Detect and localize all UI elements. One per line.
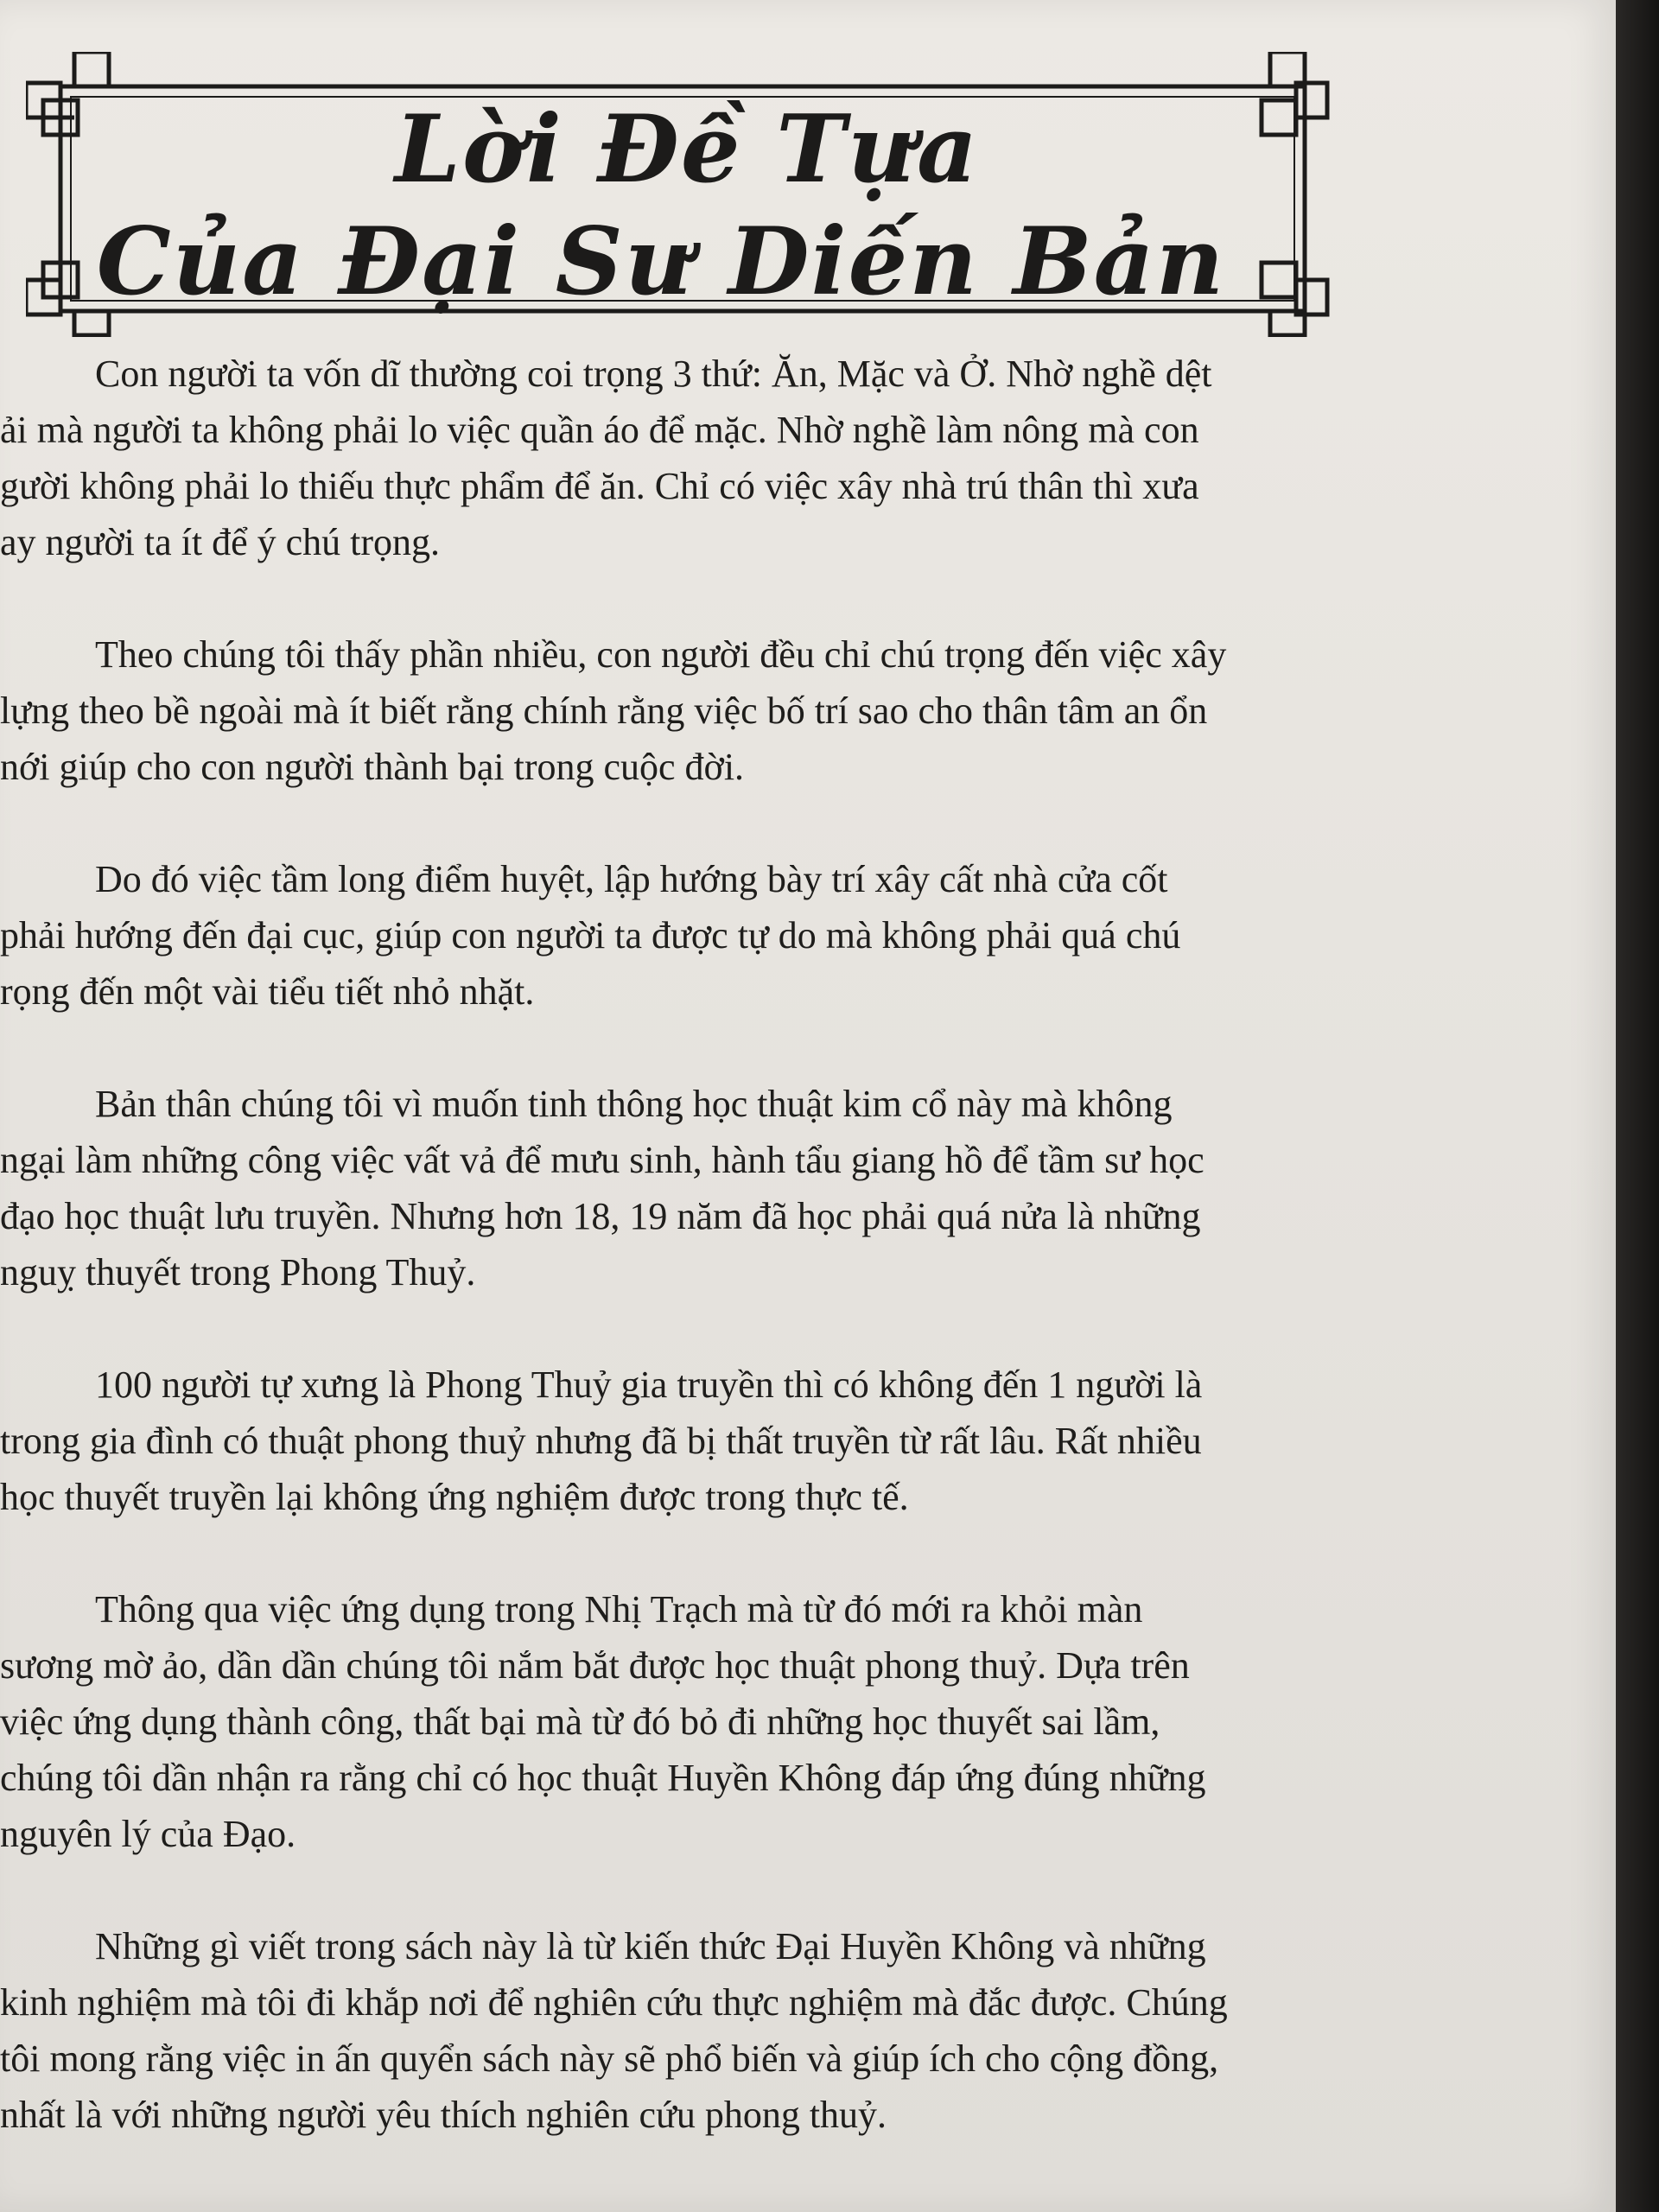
text-line: nhất là với những người yêu thích nghiên cứu phong thuỷ. (0, 2094, 887, 2136)
text-line: ay người ta ít để ý chú trọng. (0, 521, 441, 563)
text-line: Bản thân chúng tôi vì muốn tinh thông học thuật kim cổ này mà không (95, 1083, 1173, 1125)
text-line: sương mờ ảo, dần dần chúng tôi nắm bắt được học thuật phong thuỷ. Dựa trên (0, 1644, 1190, 1687)
paragraph-4 (0, 1076, 1417, 1300)
text-line: Những gì viết trong sách này là từ kiến thức Đại Huyền Không và những (95, 1925, 1206, 1967)
text-line: lựng theo bề ngoài mà ít biết rằng chính rằng việc bố trí sao cho thân tâm an ổn (0, 690, 1208, 732)
body-text (0, 346, 1417, 2199)
text-line: 100 người tự xưng là Phong Thuỷ gia truyền thì có không đến 1 người là (95, 1363, 1203, 1406)
text-line: ải mà người ta không phải lo việc quần áo để mặc. Nhờ nghề làm nông mà con (0, 409, 1199, 451)
text-line: gười không phải lo thiếu thực phẩm để ăn. Chỉ có việc xây nhà trú thân thì xưa (0, 465, 1199, 507)
text-line: rọng đến một vài tiểu tiết nhỏ nhặt. (0, 970, 535, 1013)
paragraph-1 (0, 346, 1417, 570)
paragraph-7 (0, 1918, 1417, 2143)
text-line: trong gia đình có thuật phong thuỷ nhưng đã bị thất truyền từ rất lâu. Rất nhiều (0, 1420, 1202, 1462)
text-line: Theo chúng tôi thấy phần nhiều, con người đều chỉ chú trọng đến việc xây (95, 633, 1227, 676)
title-line-1: Lời Đề Tựa (394, 95, 980, 204)
text-line: Do đó việc tầm long điểm huyệt, lập hướng bày trí xây cất nhà cửa cốt (95, 858, 1168, 900)
text-line: kinh nghiệm mà tôi đi khắp nơi để nghiên cứu thực nghiệm mà đắc được. Chúng (0, 1981, 1228, 2024)
text-line: Con người ta vốn dĩ thường coi trọng 3 thứ: Ăn, Mặc và Ở. Nhờ nghề dệt (95, 353, 1212, 395)
paragraph-3 (0, 851, 1417, 1020)
text-line: phải hướng đến đại cục, giúp con người ta được tự do mà không phải quá chú (0, 914, 1181, 957)
text-line: chúng tôi dần nhận ra rằng chỉ có học thuật Huyền Không đáp ứng đúng những (0, 1757, 1206, 1799)
paragraph-5 (0, 1357, 1417, 1525)
text-line: đạo học thuật lưu truyền. Nhưng hơn 18, 19 năm đã học phải quá nửa là những (0, 1195, 1201, 1237)
text-line: nguyên lý của Đạo. (0, 1813, 296, 1855)
text-line: việc ứng dụng thành công, thất bại mà từ đó bỏ đi những học thuyết sai lầm, (0, 1700, 1160, 1743)
text-line: Thông qua việc ứng dụng trong Nhị Trạch mà từ đó mới ra khỏi màn (95, 1588, 1143, 1630)
text-line: ngại làm những công việc vất vả để mưu sinh, hành tẩu giang hồ để tầm sư học (0, 1139, 1205, 1181)
text-line: tôi mong rằng việc in ấn quyển sách này sẽ phổ biến và giúp ích cho cộng đồng, (0, 2037, 1219, 2080)
paragraph-6 (0, 1581, 1417, 1862)
text-line: học thuyết truyền lại không ứng nghiệm được trong thực tế. (0, 1476, 909, 1518)
text-line: nguỵ thuyết trong Phong Thuỷ. (0, 1251, 476, 1294)
title-frame (26, 52, 1331, 337)
text-line: nới giúp cho con người thành bại trong cuộc đời. (0, 746, 745, 788)
paragraph-2 (0, 626, 1417, 795)
title-line-2: Của Đại Sư Diến Bản (96, 207, 1226, 316)
page-edge-shadow (1616, 0, 1659, 2212)
